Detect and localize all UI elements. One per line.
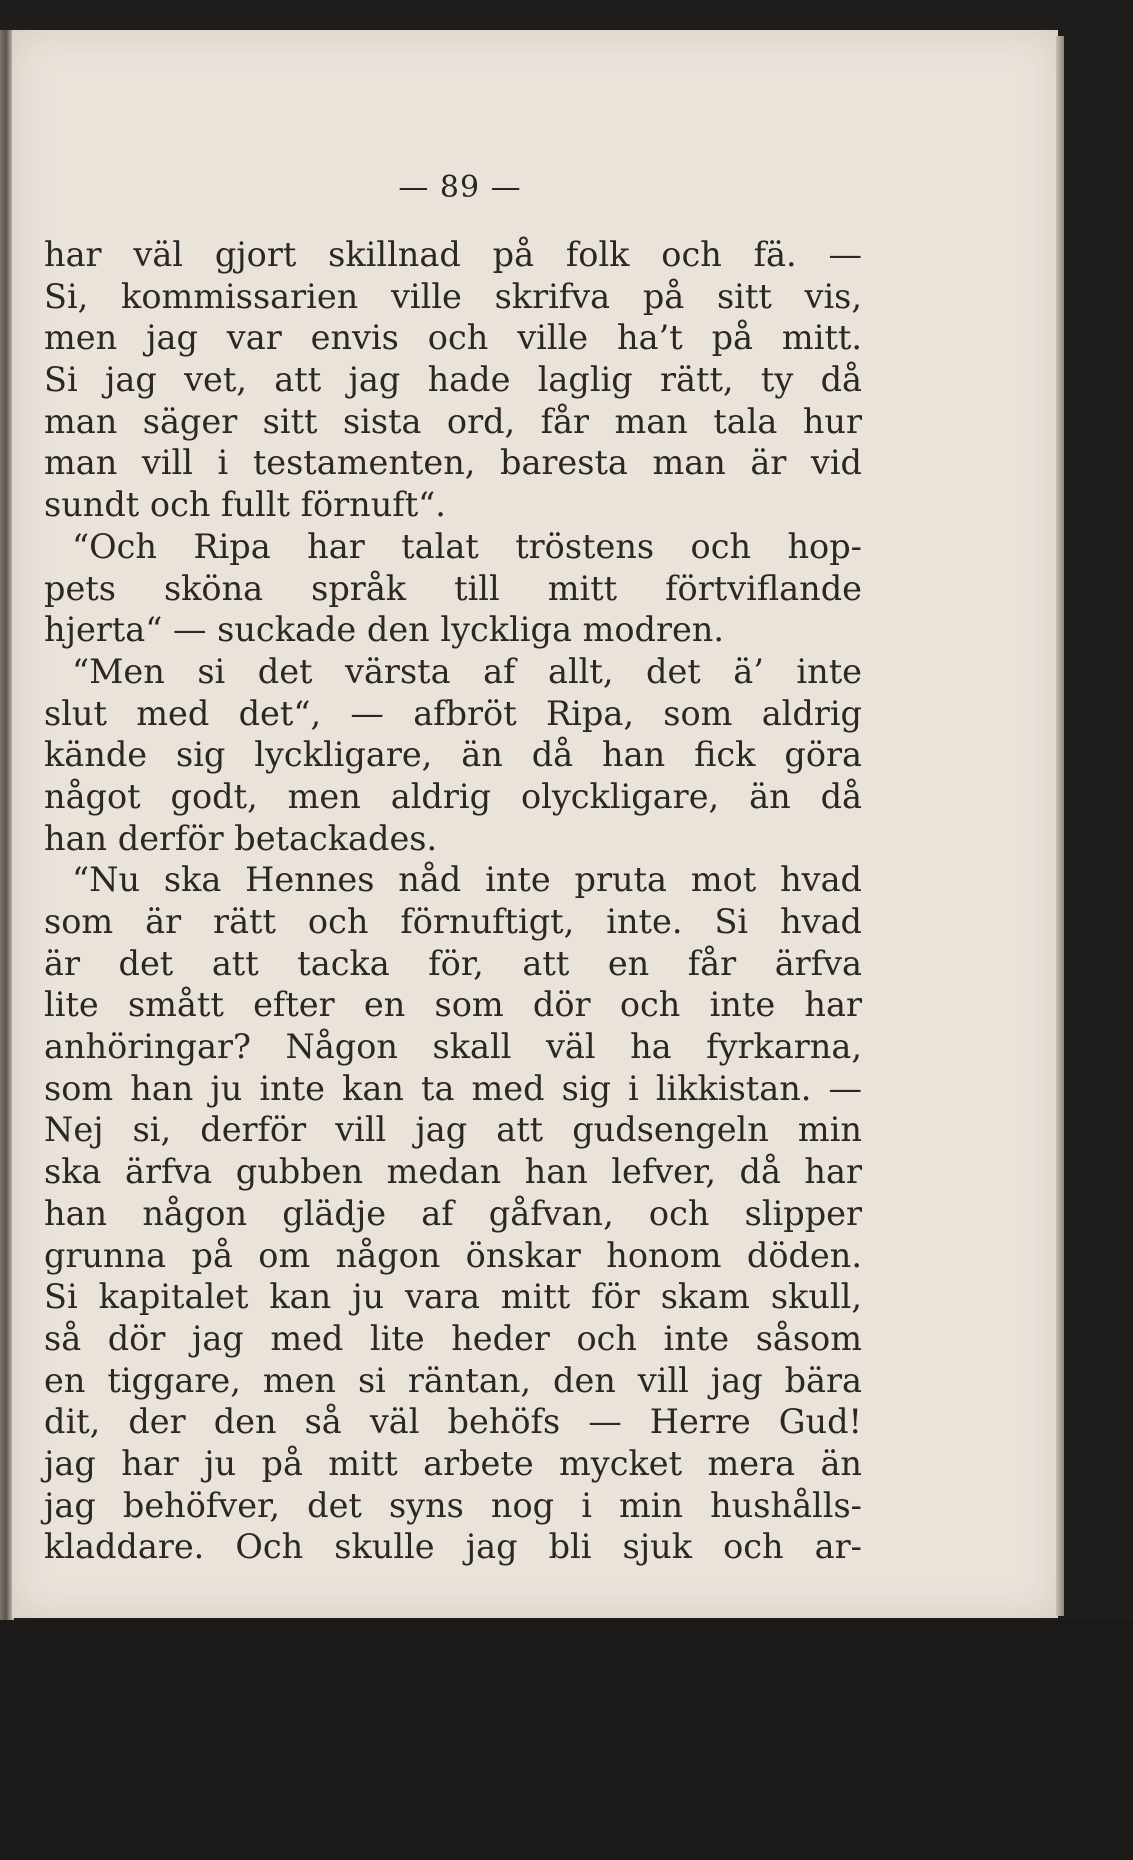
text-line: han någon glädje af gåfvan, och slipper — [44, 1193, 862, 1233]
page-right-edge — [1056, 36, 1064, 1616]
text-line: han derför betackades. — [44, 818, 438, 858]
text-line: jag har ju på mitt arbete mycket mera än — [44, 1443, 862, 1483]
text-line: sundt och fullt förnuft“. — [44, 485, 446, 525]
text-line: “Och Ripa har talat tröstens och hop- — [72, 526, 862, 566]
text-line: kladdare. Och skulle jag bli sjuk och ar- — [44, 1527, 862, 1567]
text-line: har väl gjort skillnad på folk och fä. — — [44, 235, 862, 274]
text-line: “Men si det värsta af allt, det ä’ inte — [72, 651, 862, 691]
text-line: lite smått efter en som dör och inte har — [44, 985, 862, 1025]
text-line: som han ju inte kan ta med sig i likkistan. — — [44, 1068, 862, 1108]
text-line: anhöringar? Någon skall väl ha fyrkarna, — [44, 1027, 862, 1067]
text-line: man säger sitt sista ord, får man tala hur — [44, 401, 862, 441]
text-line: pets sköna språk till mitt förtviflande — [44, 568, 862, 608]
text-line: något godt, men aldrig olyckligare, än då — [44, 776, 862, 816]
text-line: Si jag vet, att jag hade laglig rätt, ty då — [44, 360, 862, 400]
page-number: — 89 — — [398, 170, 522, 205]
text-line: dit, der den så väl behöfs — Herre Gud! — [44, 1402, 862, 1442]
text-line: som är rätt och förnuftigt, inte. Si hvad — [44, 902, 862, 941]
scan-background — [0, 1620, 1133, 1860]
text-line: Si, kommissarien ville skrifva på sitt vis, — [44, 276, 862, 316]
text-line: Nej si, derför vill jag att gudsengeln min — [44, 1110, 862, 1150]
text-line: är det att tacka för, att en får ärfva — [44, 943, 862, 983]
text-line: så dör jag med lite heder och inte såsom — [44, 1318, 862, 1358]
text-line: men jag var envis och ville ha’t på mitt. — [44, 318, 862, 358]
text-line: slut med det“, — afbröt Ripa, som aldrig — [44, 693, 862, 733]
text-line: en tiggare, men si räntan, den vill jag bära — [44, 1360, 862, 1400]
body-text — [44, 234, 862, 1568]
text-line: grunna på om någon önskar honom döden. — [44, 1235, 862, 1275]
text-line: Si kapitalet kan ju vara mitt för skam skull, — [44, 1277, 862, 1317]
text-line: man vill i testamenten, baresta man är vid — [44, 443, 862, 483]
text-line: ska ärfva gubben medan han lefver, då har — [44, 1152, 862, 1192]
text-line: “Nu ska Hennes nåd inte pruta mot hvad — [72, 860, 862, 900]
text-line: jag behöfver, det syns nog i min hushålls- — [44, 1485, 862, 1525]
text-line: hjerta“ — suckade den lyckliga modren. — [44, 610, 725, 650]
text-line: kände sig lyckligare, än då han fick göra — [44, 735, 862, 775]
